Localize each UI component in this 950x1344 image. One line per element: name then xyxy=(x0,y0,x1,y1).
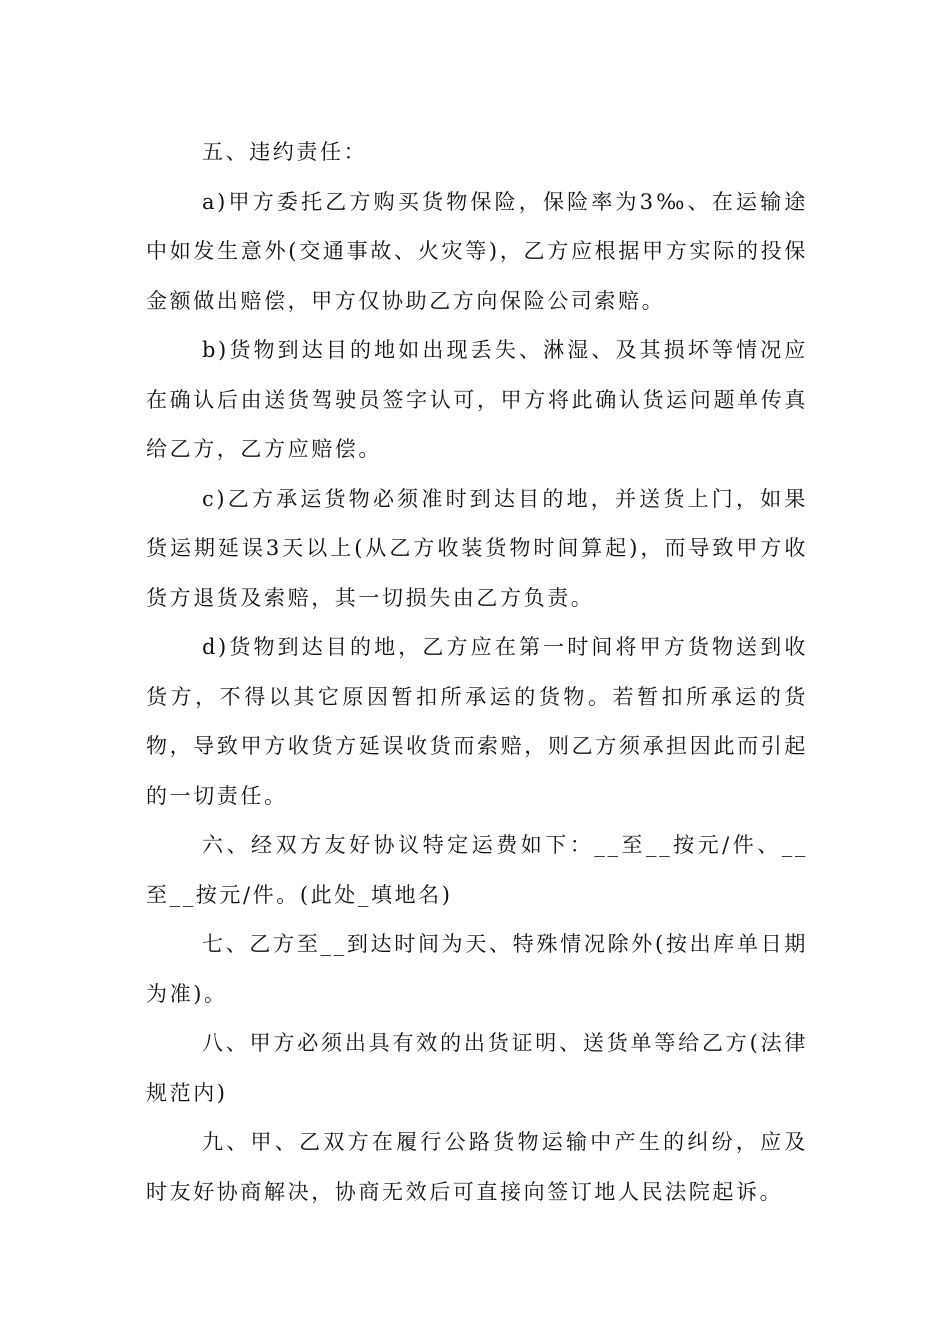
clause-b-damage: b)货物到达目的地如出现丢失、淋湿、及其损坏等情况应在确认后由送货驾驶员签字认可，甲方将此确认货运问题单传真给乙方，乙方应赔偿。 xyxy=(146,338,808,461)
section-6-freight: 六、经双方友好协议特定运费如下：__至__按元/件、__至__按元/件。(此处_填地名) xyxy=(146,833,808,907)
clause-d-detention: d)货物到达目的地，乙方应在第一时间将甲方货物送到收货方，不得以其它原因暂扣所承运的货物。若暂扣所承运的货物，导致甲方收货方延误收货而索赔，则乙方须承担因此而引起的一切责任。 xyxy=(146,635,808,808)
clause-c-delay: c)乙方承运货物必须准时到达目的地，并送货上门，如果货运期延误3天以上(从乙方收装货物时间算起)，而导致甲方收货方退货及索赔，其一切损失由乙方负责。 xyxy=(146,486,808,610)
section-8-certificate: 八、甲方必须出具有效的出货证明、送货单等给乙方(法律规范内) xyxy=(146,1031,808,1105)
section-9-dispute: 九、甲、乙双方在履行公路货物运输中产生的纠纷，应及时友好协商解决，协商无效后可直接向签订地人民法院起诉。 xyxy=(146,1130,808,1204)
document-body xyxy=(146,128,808,1217)
section-5-heading: 五、违约责任： xyxy=(202,140,368,164)
section-7-arrival: 七、乙方至__到达时间为天、特殊情况除外(按出库单日期为准)。 xyxy=(146,932,808,1006)
clause-a-insurance: a)甲方委托乙方购买货物保险，保险率为3‰、在运输途中如发生意外(交通事故、火灾等)，乙方应根据甲方实际的投保金额做出赔偿，甲方仅协助乙方向保险公司索赔。 xyxy=(146,189,808,313)
